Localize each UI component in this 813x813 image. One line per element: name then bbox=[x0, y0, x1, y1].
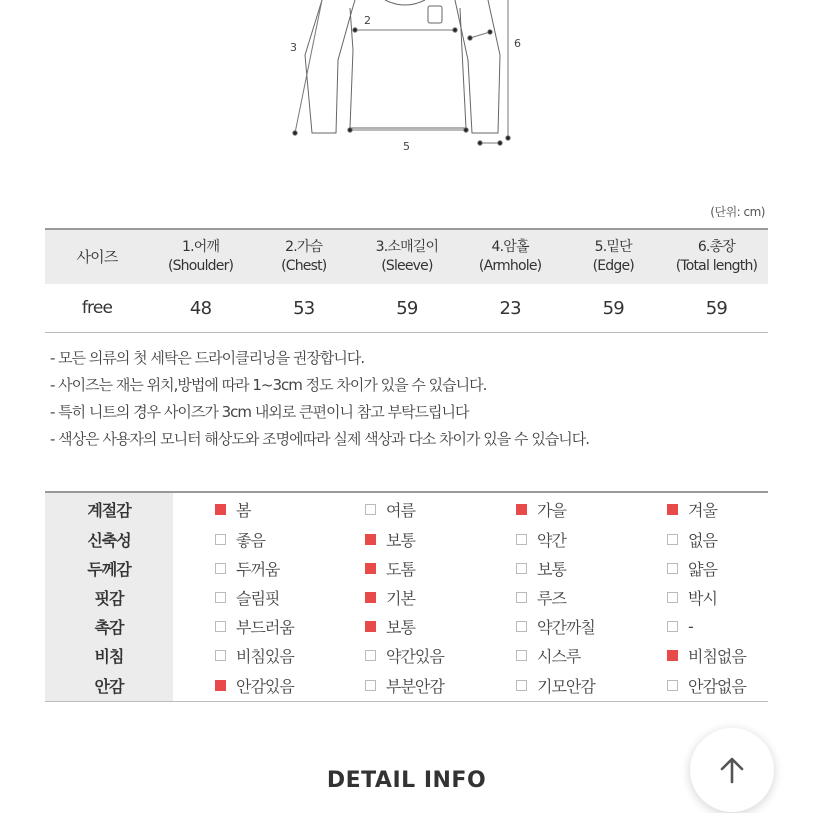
attribute-table bbox=[45, 491, 768, 702]
option-label: - bbox=[688, 617, 693, 636]
option-label: 약간 bbox=[537, 531, 566, 550]
checked-box-icon bbox=[215, 504, 226, 515]
checked-box-icon bbox=[215, 680, 226, 691]
attribute-row bbox=[45, 612, 768, 641]
attribute-option bbox=[474, 586, 625, 609]
option-label: 보통 bbox=[386, 531, 415, 550]
unchecked-box-icon bbox=[516, 650, 527, 661]
unchecked-box-icon bbox=[667, 592, 678, 603]
attribute-row bbox=[45, 493, 768, 525]
diagram-label-2: 2 bbox=[364, 14, 371, 27]
attribute-option bbox=[625, 644, 776, 667]
chest-value: 53 bbox=[293, 297, 315, 319]
attribute-options bbox=[173, 557, 776, 580]
checked-box-icon bbox=[365, 563, 376, 574]
sweater-illustration bbox=[0, 0, 813, 160]
option-label: 비침없음 bbox=[688, 647, 746, 666]
attribute-option bbox=[173, 557, 323, 580]
unchecked-box-icon bbox=[667, 621, 678, 632]
option-label: 슬림핏 bbox=[236, 589, 280, 608]
attribute-label: 핏감 bbox=[45, 583, 173, 612]
option-label: 시스루 bbox=[537, 647, 581, 666]
attribute-options bbox=[173, 615, 776, 638]
option-label: 약간까칠 bbox=[537, 618, 595, 637]
option-label: 기모안감 bbox=[537, 677, 595, 696]
header-cell-armhole: 4.암홀 (Armhole) bbox=[478, 239, 542, 274]
unchecked-box-icon bbox=[365, 650, 376, 661]
checked-box-icon bbox=[365, 621, 376, 632]
header-cell-edge: 5.밑단 (Edge) bbox=[592, 239, 634, 274]
note-line: - 모든 의류의 첫 세탁은 드라이클리닝을 권장합니다. bbox=[50, 349, 365, 367]
option-label: 안감있음 bbox=[236, 677, 294, 696]
option-label: 봄 bbox=[236, 500, 251, 520]
detail-info-title: DETAIL INFO bbox=[326, 768, 487, 793]
unchecked-box-icon bbox=[516, 563, 527, 574]
attribute-label: 계절감 bbox=[45, 493, 173, 525]
option-label: 부분안감 bbox=[386, 677, 444, 696]
attribute-option bbox=[323, 615, 474, 638]
unchecked-box-icon bbox=[215, 563, 226, 574]
attribute-row bbox=[45, 670, 768, 701]
option-label: 얇음 bbox=[688, 560, 717, 579]
attribute-label: 안감 bbox=[45, 670, 173, 701]
attribute-label: 두께감 bbox=[45, 554, 173, 583]
option-label: 도톰 bbox=[386, 560, 415, 579]
attribute-label: 신축성 bbox=[45, 525, 173, 554]
header-cell-chest: 2.가슴 (Chest) bbox=[281, 239, 327, 274]
unchecked-box-icon bbox=[215, 621, 226, 632]
note-line: - 사이즈는 재는 위치,방법에 따라 1~3cm 정도 차이가 있을 수 있습니다. bbox=[50, 376, 487, 394]
attribute-option bbox=[474, 615, 625, 638]
unchecked-box-icon bbox=[667, 534, 678, 545]
attribute-option bbox=[173, 644, 323, 667]
attribute-option bbox=[323, 644, 474, 667]
attribute-option bbox=[323, 586, 474, 609]
unchecked-box-icon bbox=[215, 592, 226, 603]
attribute-option bbox=[625, 528, 776, 551]
unchecked-box-icon bbox=[215, 534, 226, 545]
option-label: 보통 bbox=[386, 618, 415, 637]
attribute-options bbox=[173, 498, 776, 521]
diagram-label-6: 6 bbox=[514, 37, 521, 50]
unchecked-box-icon bbox=[516, 592, 527, 603]
unchecked-box-icon bbox=[516, 621, 527, 632]
unchecked-box-icon bbox=[365, 504, 376, 515]
option-label: 루즈 bbox=[537, 589, 566, 608]
attribute-option bbox=[625, 498, 776, 521]
scroll-to-top-button[interactable] bbox=[690, 728, 774, 812]
attribute-option bbox=[474, 498, 625, 521]
option-label: 없음 bbox=[688, 531, 717, 550]
checked-box-icon bbox=[667, 504, 678, 515]
checked-box-icon bbox=[365, 592, 376, 603]
table-row bbox=[45, 284, 768, 332]
attribute-label: 비침 bbox=[45, 641, 173, 670]
unchecked-box-icon bbox=[215, 650, 226, 661]
size-value: free bbox=[81, 297, 113, 318]
attribute-option bbox=[173, 674, 323, 697]
header-cell-shoulder: 1.어깨 (Shoulder) bbox=[167, 239, 234, 274]
attribute-options bbox=[173, 674, 776, 697]
attribute-option bbox=[625, 586, 776, 609]
unchecked-box-icon bbox=[365, 680, 376, 691]
attribute-option bbox=[323, 557, 474, 580]
diagram-label-5: 5 bbox=[403, 140, 410, 153]
header-cell-size: 사이즈 bbox=[76, 247, 118, 266]
note-line: - 특히 니트의 경우 사이즈가 3cm 내외로 큰편이니 참고 부탁드립니다 bbox=[50, 403, 469, 421]
unchecked-box-icon bbox=[667, 563, 678, 574]
total-length-value: 59 bbox=[705, 297, 728, 319]
option-label: 비침있음 bbox=[236, 647, 294, 666]
attribute-option bbox=[474, 557, 625, 580]
size-table-header bbox=[45, 230, 768, 284]
attribute-option bbox=[625, 674, 776, 697]
shoulder-value: 48 bbox=[189, 297, 212, 319]
garment-diagram bbox=[0, 0, 813, 160]
attribute-row bbox=[45, 641, 768, 670]
care-notes bbox=[50, 345, 770, 453]
attribute-option bbox=[173, 528, 323, 551]
arrow-up-icon bbox=[715, 753, 749, 787]
attribute-option bbox=[625, 557, 776, 580]
attribute-option bbox=[173, 498, 323, 521]
sleeve-value: 59 bbox=[396, 297, 418, 319]
option-label: 여름 bbox=[386, 500, 415, 520]
attribute-option bbox=[323, 528, 474, 551]
unchecked-box-icon bbox=[516, 680, 527, 691]
unchecked-box-icon bbox=[667, 680, 678, 691]
attribute-option bbox=[323, 498, 474, 521]
option-label: 가을 bbox=[537, 500, 566, 520]
attribute-options bbox=[173, 644, 776, 667]
unit-note: (단위: cm) bbox=[710, 205, 765, 219]
option-label: 좋음 bbox=[236, 531, 265, 550]
attribute-option bbox=[474, 528, 625, 551]
attribute-label: 촉감 bbox=[45, 612, 173, 641]
size-table bbox=[45, 228, 768, 333]
attribute-option bbox=[173, 586, 323, 609]
note-line: - 색상은 사용자의 모니터 해상도와 조명에따라 실제 색상과 다소 차이가 있을 수 있습니다. bbox=[50, 430, 590, 448]
header-cell-sleeve: 3.소매길이 (Sleeve) bbox=[375, 239, 439, 274]
edge-value: 59 bbox=[602, 297, 624, 319]
option-label: 안감없음 bbox=[688, 677, 746, 696]
option-label: 두꺼움 bbox=[236, 560, 280, 579]
option-label: 부드러움 bbox=[236, 618, 294, 637]
attribute-option bbox=[474, 644, 625, 667]
option-label: 겨울 bbox=[688, 500, 717, 520]
attribute-options bbox=[173, 528, 776, 551]
option-label: 박시 bbox=[688, 589, 717, 608]
option-label: 보통 bbox=[537, 560, 566, 579]
attribute-row bbox=[45, 554, 768, 583]
attribute-row bbox=[45, 525, 768, 554]
attribute-option bbox=[474, 674, 625, 697]
checked-box-icon bbox=[365, 534, 376, 545]
checked-box-icon bbox=[667, 650, 678, 661]
unchecked-box-icon bbox=[516, 534, 527, 545]
armhole-value: 23 bbox=[499, 297, 521, 319]
attribute-option bbox=[625, 615, 776, 638]
attribute-options bbox=[173, 586, 776, 609]
option-label: 약간있음 bbox=[386, 647, 444, 666]
attribute-row bbox=[45, 583, 768, 612]
header-cell-total-length: 6.총장 (Total length) bbox=[675, 239, 758, 274]
attribute-option bbox=[173, 615, 323, 638]
diagram-label-3: 3 bbox=[290, 41, 297, 54]
attribute-option bbox=[323, 674, 474, 697]
checked-box-icon bbox=[516, 504, 527, 515]
option-label: 기본 bbox=[386, 589, 415, 608]
